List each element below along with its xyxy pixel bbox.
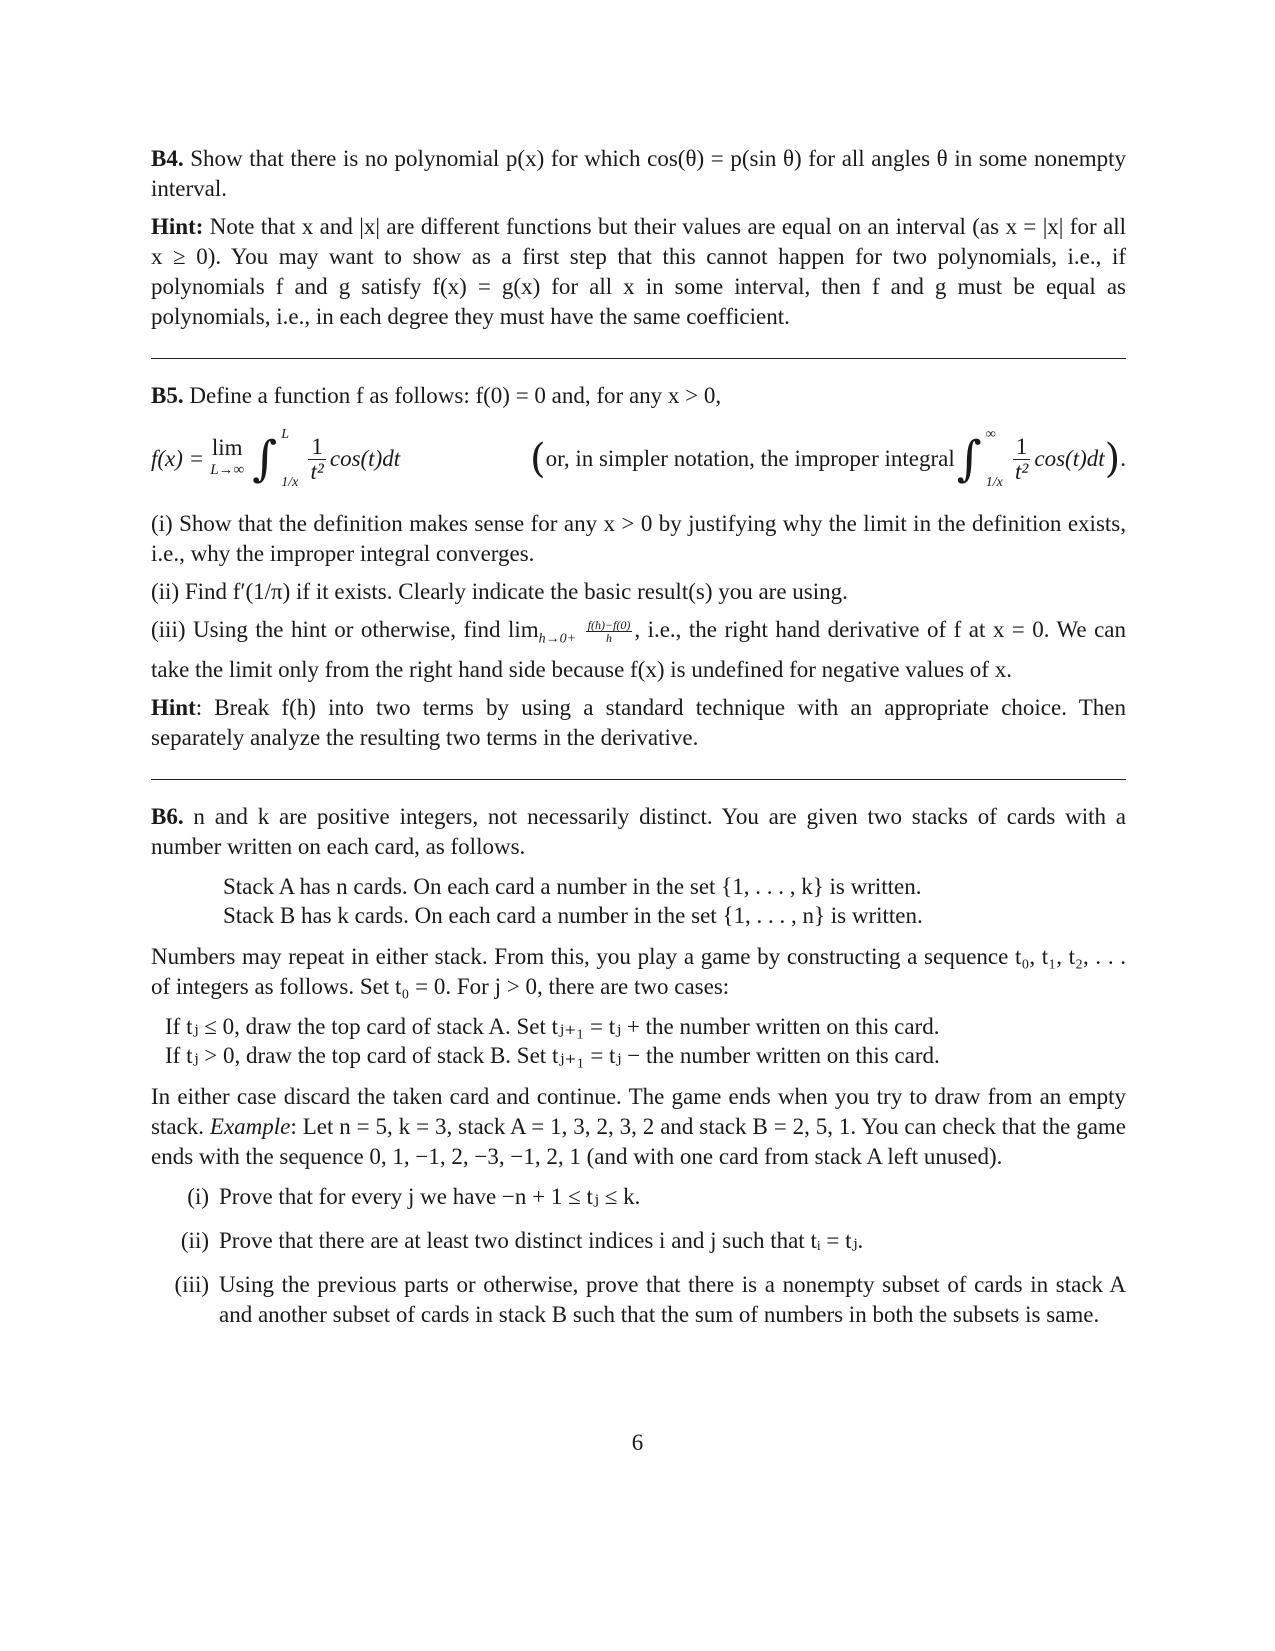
integrand-tail-2: cos(t)dt [1034,446,1105,471]
open-paren: ( [529,436,546,482]
example-label: Example [209,1113,291,1139]
b5-part-i: (i) Show that the definition makes sense for any x > 0 by justifying why the limit in the definition exists, i.e., why the improper integral converges. [151,511,1126,566]
section-divider-1 [151,358,1126,359]
b5-display-equation: f(x) = lim L→∞ ∫ L 1/x $\frac{1}{\text{t²}}$ cos(t)dt ( or, in simpler notation, the improper integral ∫ ∞ 1/x $\frac{1}{\text{t²}}$ cos(t)dt ) . [151,427,1126,490]
lower-limit-1: 1/x [281,475,299,490]
paren-text: or, in simpler notation, the improper integral [545,446,955,471]
page-number: 6 [631,1430,644,1455]
b5-hint-label: Hint [151,694,196,720]
b6-part-iii: (iii) Using the previous parts or otherwise, prove that there is a nonempty subset of cards in stack A and another subset of cards in stack B such that the sum of numbers in both the subsets is same. [174,1271,1126,1327]
stack-a-description: Stack A has n cards. On each card a number in the set {1, . . . , k} is written. [223,873,922,899]
integrand-tail-1: cos(t)dt [329,446,401,471]
difference-quotient: $\frac{f(h)-f(0)}{h}$ [587,618,631,646]
document-page [151,144,1126,1344]
integrand-fraction-2: $\frac{1}{\text{t²}}$ [1013,435,1031,484]
case-1: If tⱼ ≤ 0, draw the top card of stack A. Set tⱼ₊₁ = tⱼ + the number written on this card. [165,1013,940,1039]
upper-limit-inf: ∞ [985,427,996,442]
b6-cases [165,1012,1126,1070]
b4-hint-label: Hint: [151,214,204,239]
b6-label: B6. [151,803,184,829]
b6-rules: Numbers may repeat in either stack. From this, you play a game by constructing a sequence t₀, t₁, t₂, . . . of integers as follows. Set t₀ = 0. For j > 0, there are two cases: [151,943,1126,999]
b4-statement [151,144,1126,204]
b4-label: B4. [151,146,184,171]
b5-part-iii: (iii) Using the hint or otherwise, find $\lim_{h\to 0+}$ $\frac{f(h)-f(0)}{h}$ , i.e., the right hand derivative of f at x = 0. We can take the limit only from the right hand side because f(x) is undefined for negative values of x. [151,617,1127,682]
b5-label: B5. [151,383,184,408]
lower-limit-2: 1/x [985,475,1003,490]
b6-discard: In either case discard the taken card and continue. The game ends when you try to draw from an empty stack. Example: Let n = 5, k = 3, stack A = 1, 3, 2, 3, 2 and stack B = 2, 5, 1. You can check that the game ends with the sequence 0, 1, −1, 2, −3, −1, 2, 1 (and with one card from stack A left unused). [151,1083,1126,1169]
b6-part-i: (i) Prove that for every j we have −n + 1 ≤ tⱼ ≤ k. [187,1183,641,1209]
b6-intro-text: n and k are positive integers, not necessarily distinct. You are given two stacks of cards with a number written on each card, as follows. [151,803,1127,859]
close-paren: ) [1104,436,1121,482]
b5-hint-text: : Break f(h) into two terms by using a standard technique with an appropriate choice. Then separately analyze the resulting two terms in the derivative. [151,694,1126,750]
eq-lim-word: lim [211,435,243,460]
b5-hint [151,693,1126,753]
lim-subscript: h→0+ [538,631,577,647]
eq-lhs: f(x) = [151,446,205,471]
integral-limits-2 [986,428,1003,490]
section-divider-2 [151,779,1126,780]
stack-b-description: Stack B has k cards. On each card a number in the set {1, . . . , n} is written. [223,902,923,928]
integral-limits-1 [281,428,298,490]
integral-sign-2: ∫ [956,431,982,487]
integrand-fraction-1: $\frac{1}{\text{t²}}$ [308,435,326,484]
integral-sign-1: ∫ [252,431,278,487]
b6-intro [151,802,1126,862]
case-2: If tⱼ > 0, draw the top card of stack B. Set tⱼ₊₁ = tⱼ − the number written on this card. [165,1042,940,1068]
eq-lim-sub: L→∞ [210,462,245,478]
b5-part-ii: (ii) Find f′(1/π) if it exists. Clearly indicate the basic result(s) you are using. [151,579,848,604]
b4-text: Show that there is no polynomial p(x) for which cos(θ) = p(sin θ) for all angles θ in some nonempty interval. [151,146,1126,201]
b5-intro [151,381,1126,411]
b5-intro-text: Define a function f as follows: f(0) = 0 and, for any x > 0, [189,383,722,408]
b6-stacks [223,872,1126,930]
b6-part-ii: (ii) Prove that there are at least two distinct indices i and j such that tᵢ = tⱼ. [180,1227,864,1253]
upper-limit-L: L [281,427,290,442]
eq-limit [210,437,244,481]
b4-hint [151,212,1126,332]
b4-hint-text: Note that x and |x| are different functions but their values are equal on an interval (as x = |x| for all x ≥ 0). You may want to show as a first step that this cannot happen for two polynomials, i.e., if polynomials f and g satisfy f(x) = g(x) for all x in some interval, then f and g must be equal as polynomials, i.e., in each degree they must have the same coefficient. [151,214,1127,329]
